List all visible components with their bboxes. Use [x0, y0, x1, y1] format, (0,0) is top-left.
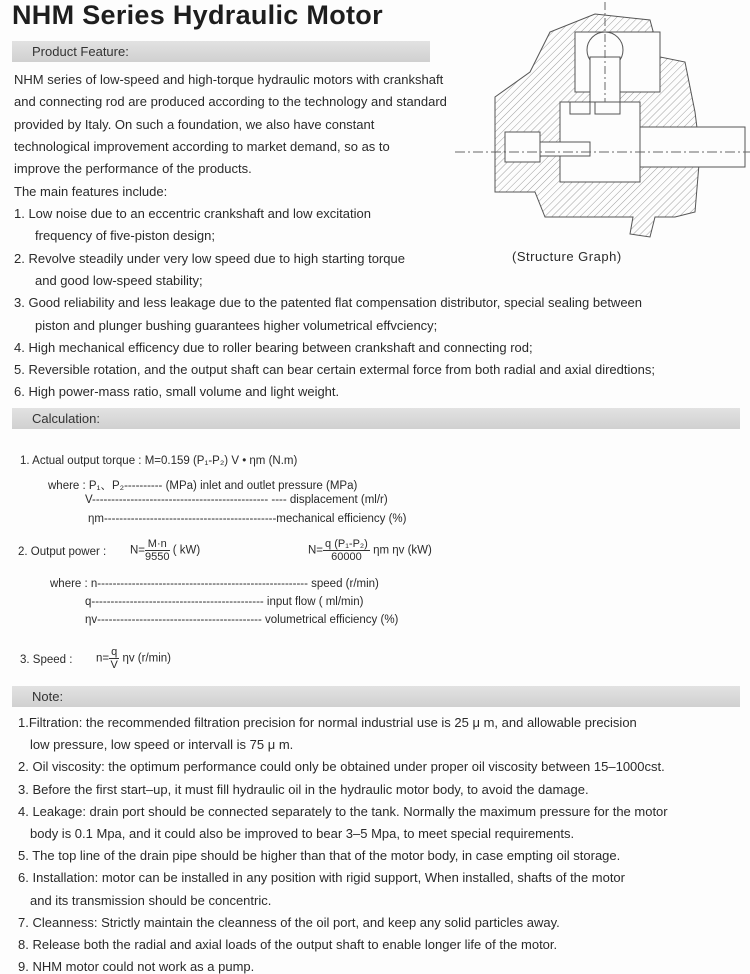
note-item-line: low pressure, low speed or intervall is 75 μ m.: [30, 737, 294, 753]
note-item-line: 5. The top line of the drain pipe should be higher than that of the motor body, in case empting oil storage.: [18, 848, 621, 864]
fraction-denominator: 60000: [331, 551, 362, 563]
note-item-line: 3. Before the first start–up, it must fill hydraulic oil in the hydraulic motor body, to avoid the damage.: [18, 781, 589, 797]
power-formula-1: [130, 538, 200, 563]
fraction-numerator: M·n: [145, 538, 169, 551]
note-item-line: 8. Release both the radial and axial loads of the output shaft to enable longer life of the motor.: [18, 937, 558, 952]
feature-item-line: 2. Revolve steadily under very low speed due to high starting torque: [14, 250, 405, 266]
section-header-note: Note:: [12, 686, 740, 707]
note-item-line: 4. Leakage: drain port should be connected separately to the tank. Normally the maximum pressure for the motor: [18, 803, 668, 819]
mechanical-efficiency-line: ηm---------------------------------------------mechanical efficiency (%): [88, 513, 407, 525]
page-title: NHM Series Hydraulic Motor: [12, 0, 383, 30]
feature-item-line: 5. Reversible rotation, and the output shaft can bear certain extermal force from both radial and axial diredtions;: [14, 362, 655, 378]
feature-item-line: 1. Low noise due to an eccentric crankshaft and low excitation: [14, 206, 371, 221]
torque-label: 1. Actual output torque :: [20, 455, 142, 467]
intro-line: NHM series of low-speed and high-torque hydraulic motors with crankshaft: [14, 72, 444, 87]
structure-graph-drawing: [455, 2, 750, 247]
formula-prefix: N=: [130, 544, 146, 557]
figure-caption: (Structure Graph): [512, 249, 622, 264]
formula-prefix: N=: [308, 544, 324, 557]
formula-suffix: ηv (r/min): [122, 652, 172, 665]
fraction-numerator: q: [111, 646, 118, 658]
note-item-line: body is 0.1 Mpa, and it could also be improved to bear 3–5 Mpa, to meet special requirements.: [30, 826, 575, 841]
formula-prefix: n=: [96, 652, 110, 665]
fraction-denominator: 9550: [145, 551, 170, 563]
power-formula-2: [308, 538, 432, 563]
feature-item-line: 4. High mechanical efficency due to roller bearing between crankshaft and connecting rod;: [14, 339, 533, 355]
feature-item-line: 3. Good reliability and less leakage due to the patented flat compensation distributor, special sealing between: [14, 295, 643, 311]
speed-label: 3. Speed :: [20, 654, 73, 666]
fraction-denominator: V: [110, 659, 118, 671]
intro-line: improve the performance of the products.: [14, 161, 252, 177]
fraction-numerator: q (P₁-P₂): [325, 538, 368, 550]
intro-line: and connecting rod are produced according to the technology and standard: [14, 94, 447, 110]
note-item-line: 6. Installation: motor can be installed in any position with rigid support, When installed, shafts of the motor: [18, 870, 625, 886]
section-header-product-feature: Product Feature:: [12, 41, 430, 62]
note-item-line: 7. Cleanness: Strictly maintain the cleanness of the oil port, and keep any solid particles away.: [18, 914, 560, 930]
feature-item-line: and good low-speed stability;: [35, 272, 203, 288]
where-speed: where : n------------------------------------------------------- speed (r/min): [50, 578, 379, 590]
note-item-line: 2. Oil viscosity: the optimum performance could only be obtained under proper oil viscosity between 15–1000cst.: [18, 759, 665, 775]
feature-item-line: piston and plunger bushing guarantees higher volumetrical effvciency;: [35, 317, 438, 333]
intro-line: The main features include:: [14, 183, 168, 199]
note-item-line: 1.Filtration: the recommended filtration precision for normal industrial use is 25 μ m, and allowable precision: [18, 715, 637, 730]
volumetrical-efficiency-line: ηv------------------------------------------- volumetrical efficiency (%): [85, 614, 399, 626]
speed-formula: [96, 646, 171, 671]
intro-line: provided by Italy. On such a foundation, we also have constant: [14, 116, 375, 132]
displacement-line: V---------------------------------------------- ---- displacement (ml/r): [85, 494, 388, 506]
where-pressure: where : P₁、P₂---------- (MPa) inlet and outlet pressure (MPa): [48, 480, 358, 492]
note-item-line: and its transmission should be concentric.: [30, 892, 272, 908]
section-header-calculation: Calculation:: [12, 408, 740, 429]
feature-item-line: frequency of five-piston design;: [35, 228, 215, 244]
formula-suffix: ( kW): [172, 544, 201, 557]
formula-suffix: ηm ηv (kW): [373, 544, 432, 557]
intro-line: technological improvement according to market demand, so as to: [14, 138, 390, 154]
torque-formula-line: [20, 455, 297, 467]
torque-formula: M=0.159 (P₁-P₂) V • ηm (N.m): [144, 455, 298, 467]
feature-item-line: 6. High power-mass ratio, small volume and light weight.: [14, 384, 340, 400]
power-label: 2. Output power :: [18, 546, 107, 558]
input-flow-line: q--------------------------------------------- input flow ( ml/min): [85, 596, 364, 608]
note-item-line: 9. NHM motor could not work as a pump.: [18, 959, 255, 974]
